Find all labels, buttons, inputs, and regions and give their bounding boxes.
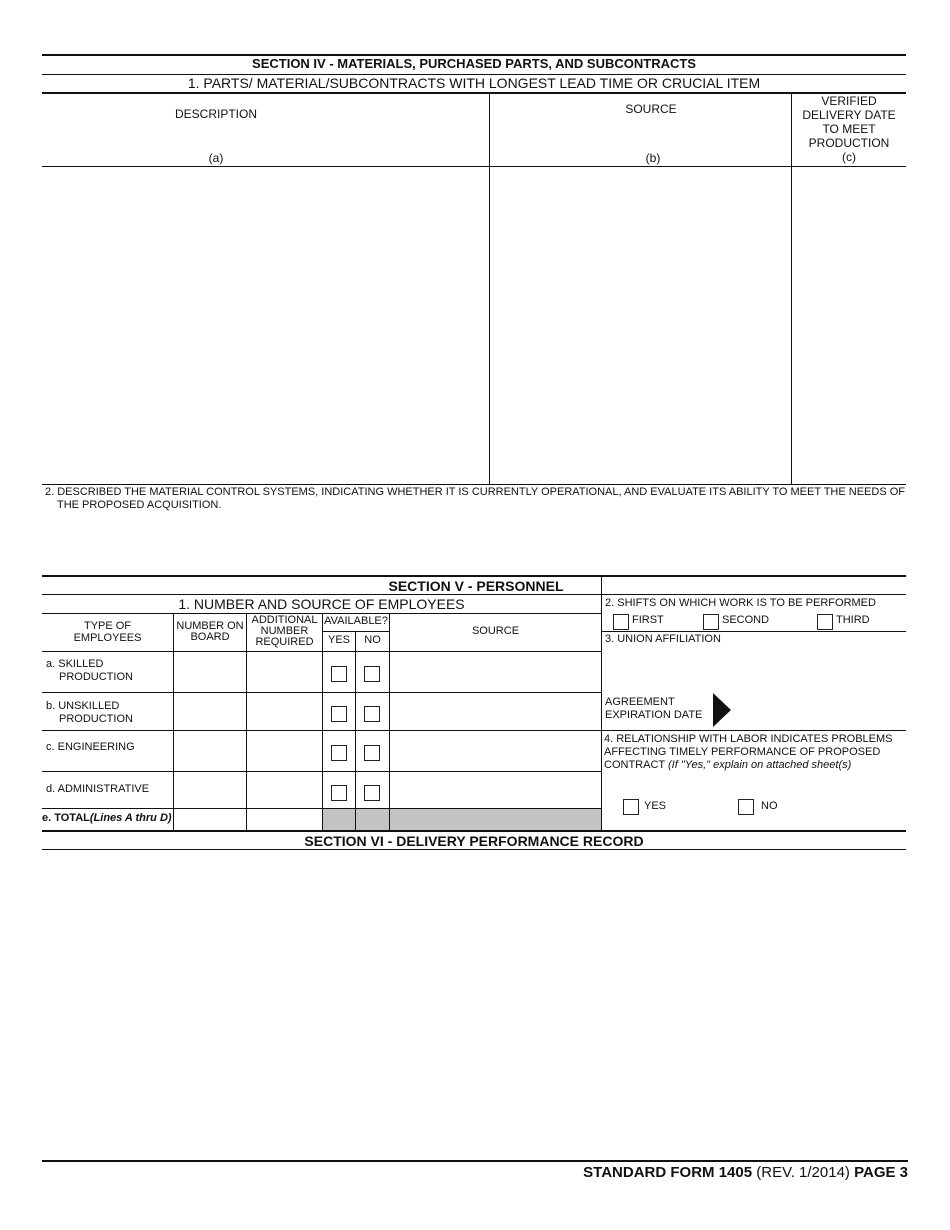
row-engineering-label: c. ENGINEERING xyxy=(46,741,135,753)
col-source-letter: (b) xyxy=(645,151,661,165)
union-affiliation-field[interactable] xyxy=(603,648,905,690)
section6-top-rule xyxy=(42,830,906,832)
section5-top-rule xyxy=(42,575,906,577)
shift-second-label: SECOND xyxy=(722,614,770,626)
skilled-onboard-field[interactable] xyxy=(174,652,246,692)
labor-yes-label: YES xyxy=(644,800,667,812)
administrative-source-field[interactable] xyxy=(390,772,601,808)
section6-title-rule xyxy=(42,849,906,850)
labor-no-label: NO xyxy=(761,800,778,812)
engineering-yes-checkbox[interactable] xyxy=(331,745,347,761)
total-onboard-field[interactable] xyxy=(174,809,246,830)
skilled-yes-checkbox[interactable] xyxy=(331,666,347,682)
available-subheader-rule xyxy=(323,631,389,632)
skilled-source-field[interactable] xyxy=(390,652,601,692)
shifts-title: 2. SHIFTS ON WHICH WORK IS TO BE PERFORMED xyxy=(605,597,876,609)
row-unskilled-production-label: b. UNSKILLED PRODUCTION xyxy=(46,700,133,725)
row-administrative-label: d. ADMINISTRATIVE xyxy=(46,783,150,795)
shift-third-label: THIRD xyxy=(836,614,870,626)
col-source-header: SOURCE xyxy=(625,102,677,116)
delivery-performance-field[interactable] xyxy=(42,851,906,1156)
administrative-yes-checkbox[interactable] xyxy=(331,785,347,801)
col-yes: YES xyxy=(327,634,350,646)
total-source-shaded-cell xyxy=(390,809,601,830)
col-description-letter: (a) xyxy=(208,151,224,165)
col-additional-number-required: ADDITIONAL NUMBER REQUIRED xyxy=(251,614,318,648)
shifts-bottom-rule xyxy=(602,631,906,632)
col-number-on-board: NUMBER ON BOARD xyxy=(176,620,244,643)
description-entry-field[interactable] xyxy=(42,167,489,484)
section4-item1-title: 1. PARTS/ MATERIAL/SUBCONTRACTS WITH LONGEST LEAD TIME OR CRUCIAL ITEM xyxy=(187,75,761,91)
arrow-right-icon xyxy=(713,693,731,727)
shift-second-checkbox[interactable] xyxy=(703,614,719,630)
section4-item1-bottom-rule xyxy=(42,484,906,485)
shift-third-checkbox[interactable] xyxy=(817,614,833,630)
section5-title-rule xyxy=(42,594,906,595)
material-control-answer-field[interactable] xyxy=(42,512,906,574)
shift-first-label: FIRST xyxy=(632,614,664,626)
unskilled-no-checkbox[interactable] xyxy=(364,706,380,722)
engineering-onboard-field[interactable] xyxy=(174,731,246,771)
total-yes-shaded-cell xyxy=(323,809,355,830)
union-affiliation-title: 3. UNION AFFILIATION xyxy=(605,633,721,645)
shift-first-checkbox[interactable] xyxy=(613,614,629,630)
section4-title: SECTION IV - MATERIALS, PURCHASED PARTS, AND SUBCONTRACTS xyxy=(252,56,696,71)
section4-header-rule xyxy=(42,92,906,94)
col-verified-header: VERIFIED DELIVERY DATE TO MEET PRODUCTION (c) xyxy=(802,94,896,164)
administrative-additional-field[interactable] xyxy=(247,772,322,808)
footer-rule xyxy=(42,1160,908,1162)
employee-col-divider-3 xyxy=(322,613,323,830)
total-additional-field[interactable] xyxy=(247,809,322,830)
section6-title: SECTION VI - DELIVERY PERFORMANCE RECORD xyxy=(304,833,644,849)
engineering-no-checkbox[interactable] xyxy=(364,745,380,761)
col-type-of-employees: TYPE OF EMPLOYEES xyxy=(73,620,142,644)
section5-item1-title: 1. NUMBER AND SOURCE OF EMPLOYEES xyxy=(178,596,465,612)
row-total-label: e. TOTAL(Lines A thru D) xyxy=(42,812,172,824)
engineering-additional-field[interactable] xyxy=(247,731,322,771)
engineering-source-field[interactable] xyxy=(390,731,601,771)
labor-relationship-question: 4. RELATIONSHIP WITH LABOR INDICATES PROBLEMS AFFECTING TIMELY PERFORMANCE OF PROPOSED CONTRACT (If "Yes," explain on attached sheet(s) xyxy=(604,733,893,771)
union-bottom-rule xyxy=(602,730,906,731)
section5-title: SECTION V - PERSONNEL xyxy=(388,578,564,594)
section4-item2-question: 2. DESCRIBED THE MATERIAL CONTROL SYSTEMS, INDICATING WHETHER IT IS CURRENTLY OPERATIONAL, AND EVALUATE ITS ABILITY TO MEET THE NEEDS OF THE PROPOSED ACQUISITION. xyxy=(45,486,905,511)
agreement-expiration-label: AGREEMENT EXPIRATION DATE xyxy=(605,696,703,721)
col-no: NO xyxy=(364,634,381,646)
unskilled-source-field[interactable] xyxy=(390,693,601,730)
unskilled-onboard-field[interactable] xyxy=(174,693,246,730)
row-skilled-production-label: a. SKILLED PRODUCTION xyxy=(46,658,133,683)
unskilled-additional-field[interactable] xyxy=(247,693,322,730)
col-description-header: DESCRIPTION xyxy=(174,107,257,121)
source-entry-field[interactable] xyxy=(490,167,791,484)
col-available: AVAILABLE? xyxy=(324,615,388,627)
col-employee-source: SOURCE xyxy=(471,625,520,637)
agreement-expiration-field[interactable] xyxy=(735,694,905,728)
total-no-shaded-cell xyxy=(356,809,389,830)
labor-no-checkbox[interactable] xyxy=(738,799,754,815)
section5-right-panel-divider xyxy=(601,576,602,830)
skilled-additional-field[interactable] xyxy=(247,652,322,692)
administrative-no-checkbox[interactable] xyxy=(364,785,380,801)
administrative-onboard-field[interactable] xyxy=(174,772,246,808)
unskilled-yes-checkbox[interactable] xyxy=(331,706,347,722)
verified-date-entry-field[interactable] xyxy=(792,167,906,484)
skilled-no-checkbox[interactable] xyxy=(364,666,380,682)
form-identifier: STANDARD FORM 1405 (REV. 1/2014) PAGE 3 xyxy=(583,1164,908,1181)
labor-yes-checkbox[interactable] xyxy=(623,799,639,815)
